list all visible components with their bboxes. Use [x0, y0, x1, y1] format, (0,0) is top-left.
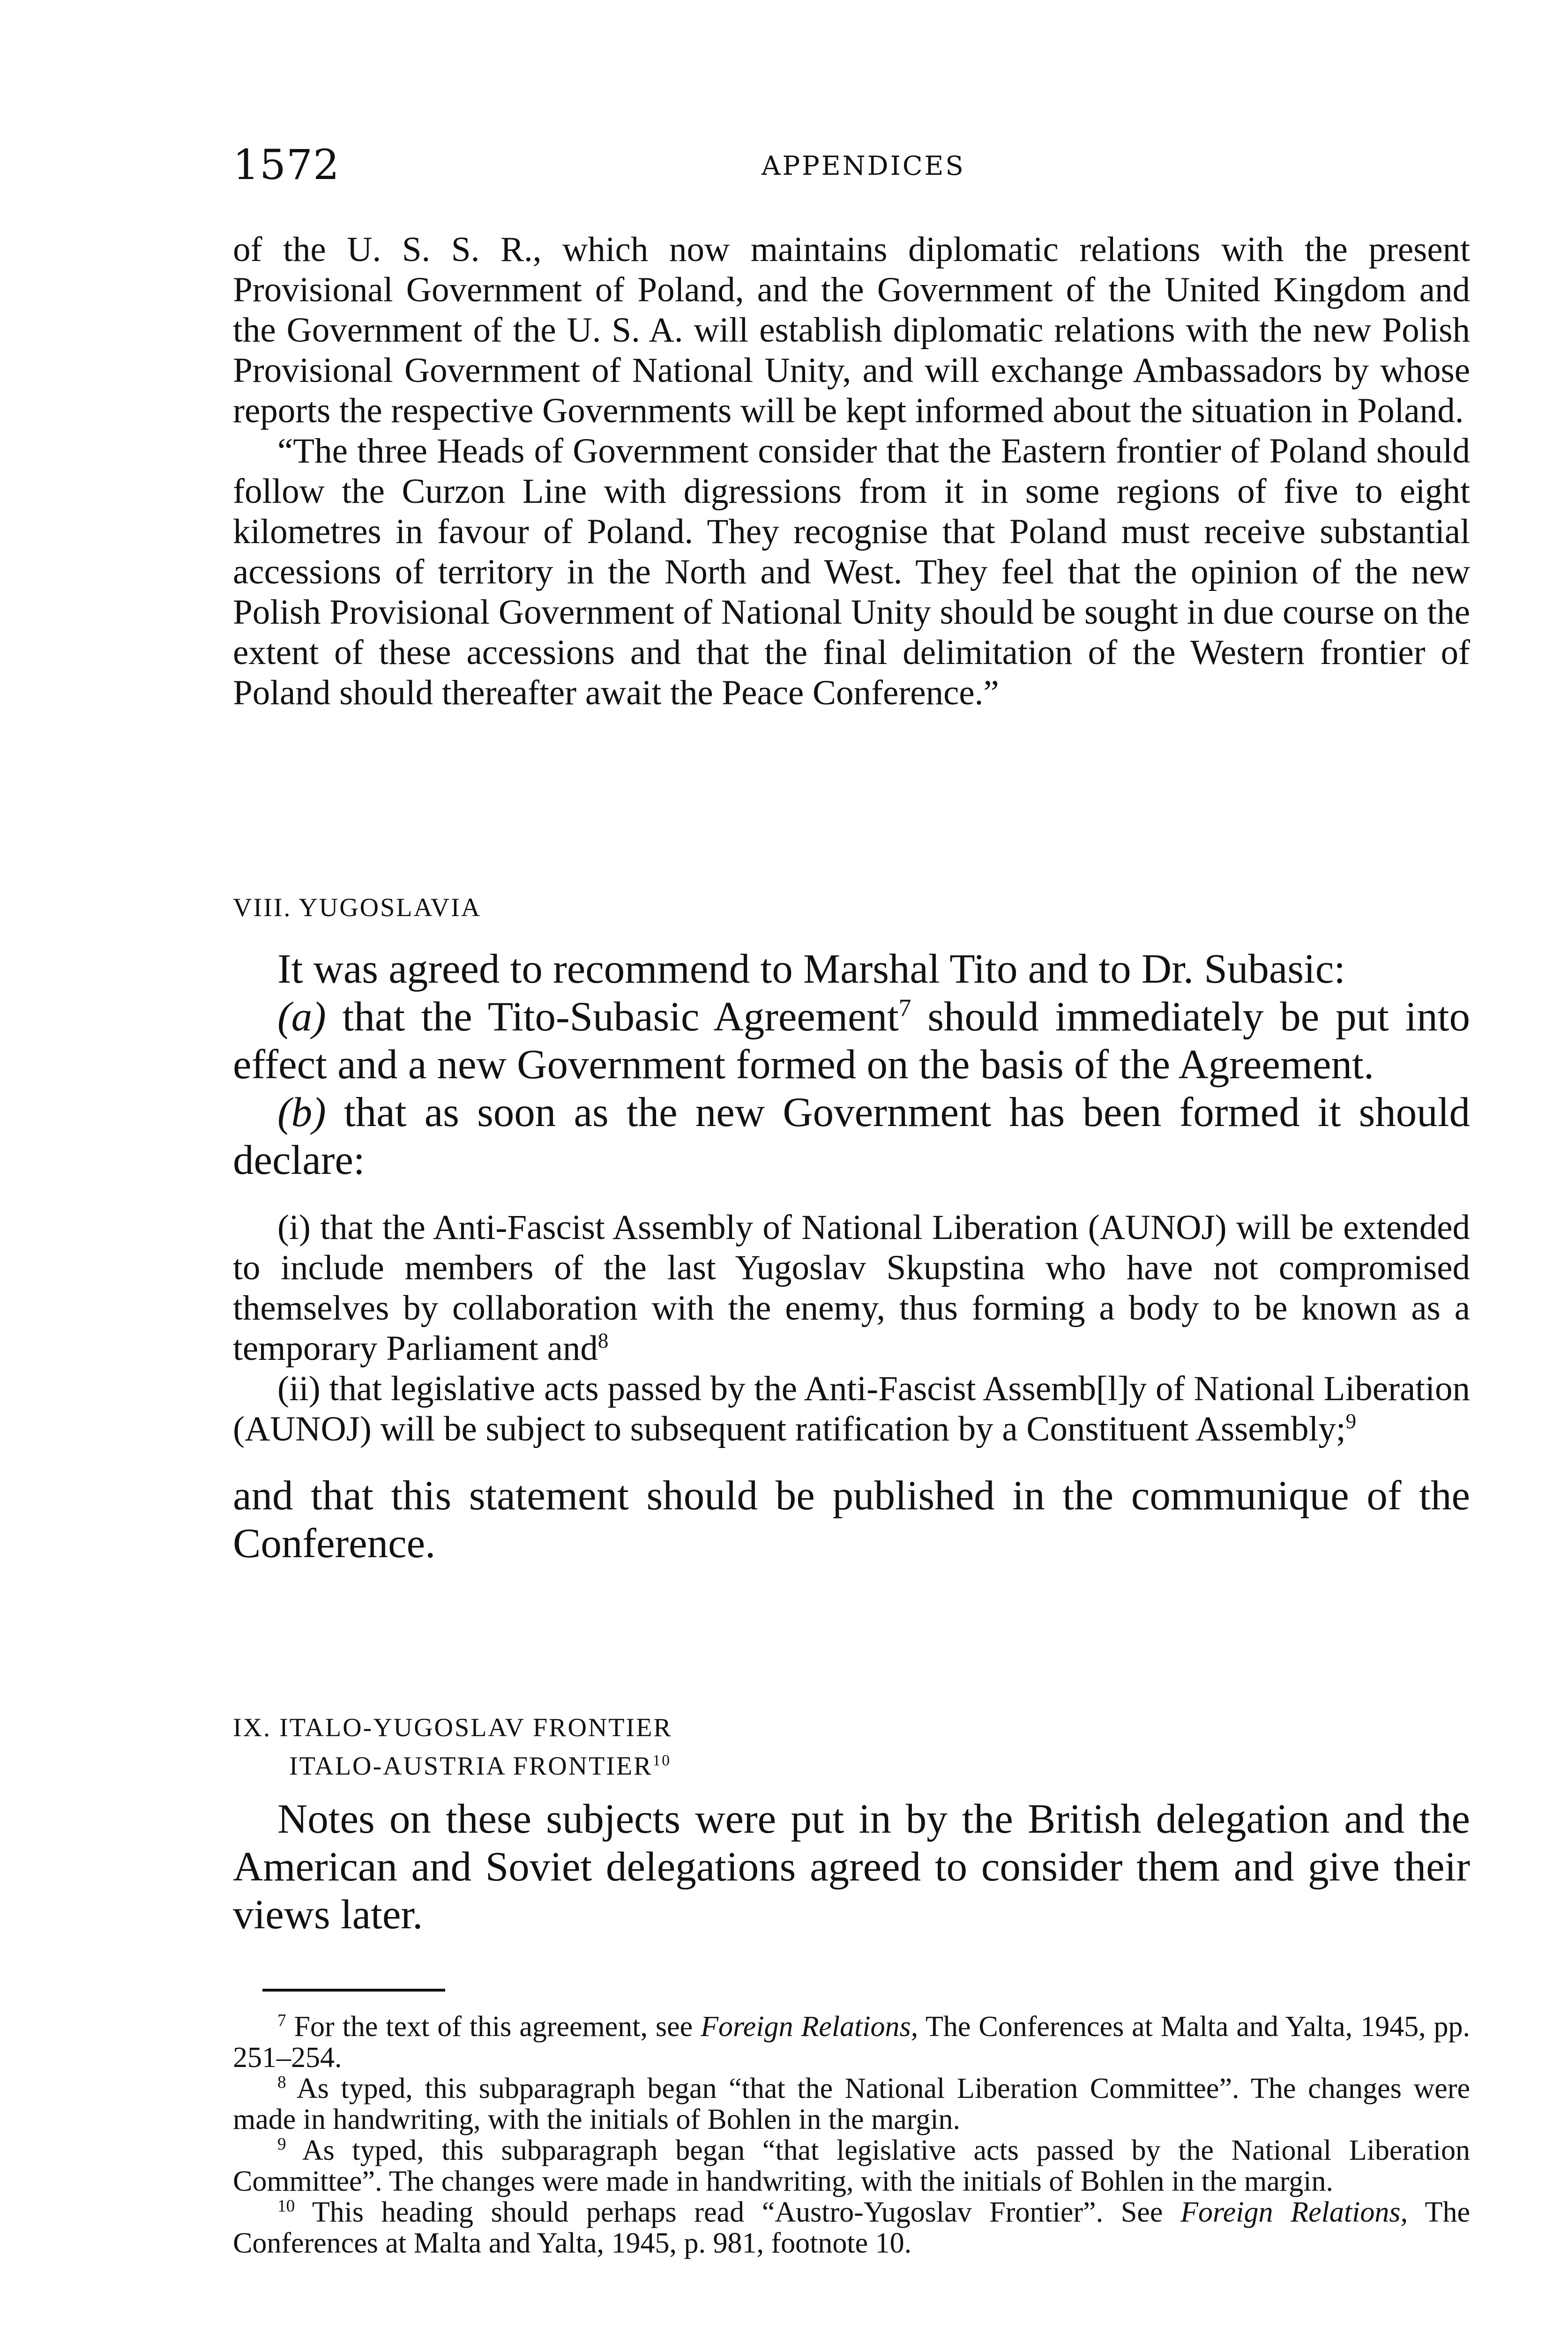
footnote-10-text-a: This heading should perhaps read “Austro-Yugoslav Frontier”. See — [312, 2196, 1163, 2228]
footnote-7-number: 7 — [277, 2011, 286, 2030]
section-heading-yugoslavia: VIII. YUGOSLAVIA — [233, 893, 482, 922]
footnote-8 — [233, 2073, 1470, 2135]
footnote-ref-7: 7 — [898, 993, 911, 1022]
footnote-ref-8: 8 — [597, 1329, 609, 1352]
page-number: 1572 — [233, 141, 340, 189]
item-b-text: that as soon as the new Government has been formed it should declare: — [233, 1089, 1470, 1183]
item-b-label: (b) — [277, 1089, 326, 1135]
item-i-text: (i) that the Anti-Fascist Assembly of National Liberation (AUNOJ) will be extended to include members of the last Yugoslav Skupstina who have not compromised themselves by collaboration with the enemy, thus forming a body to be known as a temporary Parliament and — [233, 1208, 1470, 1368]
footnote-8-text: As typed, this subparagraph began “that the National Liberation Committee”. The changes were made in handwriting, with the initials of Bohlen in the margin. — [233, 2073, 1470, 2135]
section-yugoslavia — [233, 893, 1470, 1567]
section-heading-italo-yugoslav: IX. ITALO-YUGOSLAV FRONTIER — [233, 1713, 672, 1742]
footnote-9-number: 9 — [277, 2134, 286, 2154]
section-italo-yugoslav — [233, 1713, 1470, 1939]
item-a-text-1: that the Tito-Subasic Agreement — [342, 994, 899, 1040]
footnote-10-number: 10 — [277, 2196, 295, 2216]
paragraph-notes: Notes on these subjects were put in by the British delegation and the American and Soviet delegations agreed to consider them and give their views later. — [233, 1796, 1470, 1938]
footnote-8-number: 8 — [277, 2073, 286, 2092]
footnote-10 — [233, 2197, 1470, 2259]
footnote-9 — [233, 2135, 1470, 2197]
footnote-ref-9: 9 — [1345, 1410, 1357, 1433]
footnote-ref-10: 10 — [652, 1752, 672, 1769]
page-header — [233, 141, 1470, 192]
item-a-text-2: should immediately be put into effect and a new Government formed on the basis of the Agreement. — [233, 994, 1471, 1088]
footnote-7 — [233, 2011, 1470, 2073]
section-subheading-italo-austria — [289, 1751, 1470, 1781]
footnotes — [233, 2011, 1470, 2259]
footnote-7-text-b: The Conferences at Malta and Yalta, 1945, pp. 251–254. — [233, 2011, 1471, 2074]
paragraph-recommend: It was agreed to recommend to Marshal Tito and to Dr. Subasic: — [277, 946, 1346, 992]
footnote-7-text-a: For the text of this agreement, see — [294, 2011, 693, 2043]
poland-section — [233, 230, 1470, 713]
footnote-divider — [262, 1989, 445, 1992]
item-ii-text: (ii) that legislative acts passed by the Anti-Fascist Assemb[l]y of National Liberation (AUNOJ) will be subject to subsequent ratification by a Constituent Assembly; — [233, 1369, 1470, 1448]
paragraph-item-a — [233, 993, 1470, 1089]
paragraph-diplomatic-relations: of the U. S. S. R., which now maintains diplomatic relations with the present Provisional Government of Poland, and the Government of the United Kingdom and the Government of the U. S. A. will establish diplomatic relations with the new Polish Provisional Government of National Unity, and will exchange Ambassadors by whose reports the respective Governments will be kept informed about the situation in Poland. — [233, 230, 1470, 430]
paragraph-item-i — [233, 1208, 1470, 1369]
footnote-9-text: As typed, this subparagraph began “that legislative acts passed by the National Liberation Committee”. The changes were made in handwriting, with the initials of Bohlen in the margin. — [233, 2134, 1470, 2197]
paragraph-item-ii — [233, 1369, 1470, 1449]
footnote-10-title: Foreign Relations, — [1180, 2196, 1408, 2228]
paragraph-eastern-frontier: “The three Heads of Government consider that the Eastern frontier of Poland should follow the Curzon Line with digressions from it in some regions of five to eight kilometres in favour of Poland. They recognise that Poland must receive substantial accessions of territory in the North and West. They feel that the opinion of the new Polish Provisional Government of National Unity should be sought in due course on the extent of these accessions and that the final delimitation of the Western frontier of Poland should thereafter await the Peace Conference.” — [233, 432, 1470, 712]
paragraph-item-b — [233, 1089, 1470, 1184]
footnote-10-text-b: The Conferences at Malta and Yalta, 1945, p. 981, footnote 10. — [233, 2196, 1470, 2259]
footnote-7-title: Foreign Relations, — [701, 2011, 918, 2043]
paragraph-communique: and that this statement should be published in the communique of the Conference. — [233, 1473, 1470, 1567]
item-a-label: (a) — [277, 994, 326, 1040]
subheading-text: ITALO-AUSTRIA FRONTIER — [289, 1752, 653, 1781]
running-head: APPENDICES — [762, 151, 965, 181]
